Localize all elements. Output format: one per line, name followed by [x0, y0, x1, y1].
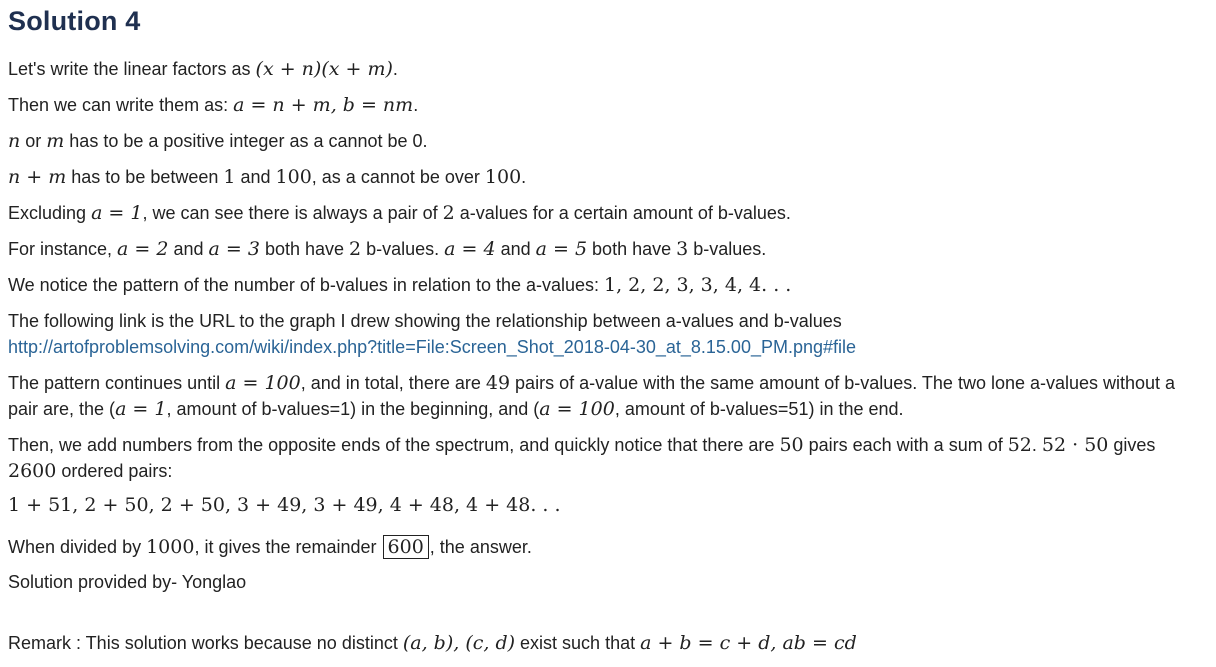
line-linear-factors [8, 56, 398, 82]
line-for-instance [8, 236, 766, 262]
text: pairs each with a sum of [803, 435, 1008, 455]
para-opposite-ends [8, 432, 1204, 484]
text: Then we can write them as: [8, 95, 234, 115]
text: both have [587, 239, 677, 259]
text: has to be between [66, 167, 224, 187]
para-pattern-continues [8, 370, 1204, 422]
line-link-intro [8, 308, 842, 334]
text: . [521, 167, 527, 187]
text: , and in total, there are [300, 373, 486, 393]
line-link [8, 334, 856, 360]
line-remainder [8, 534, 532, 560]
math: a = 3 [208, 238, 260, 260]
text: The following link is the URL to the graph I drew showing the relationship between a-values and b-values [8, 311, 842, 331]
text: both have [259, 239, 350, 259]
line-credit [8, 569, 246, 595]
text: and [235, 167, 276, 187]
math: 49 [485, 372, 511, 394]
text: or [20, 131, 47, 151]
text: b-values. [688, 239, 767, 259]
text: , amount of b-values=1) in the beginning, and ( [166, 399, 540, 419]
math: a = 1 [115, 398, 167, 420]
math: (a, b), (c, d) [402, 632, 516, 654]
boxed-answer: 600 [383, 535, 429, 559]
text: When divided by [8, 537, 147, 557]
text: , as a cannot be over [311, 167, 485, 187]
text: For instance, [8, 239, 118, 259]
text: Remark : This solution works because no distinct [8, 633, 403, 653]
line-excluding [8, 200, 791, 226]
text: Solution provided by- Yonglao [8, 572, 247, 592]
line-positive-integer [8, 128, 428, 154]
text: We notice the pattern of the number of b-values in relation to the a-values: [8, 275, 605, 295]
text: b-values. [361, 239, 445, 259]
text: has to be a positive integer as a cannot be 0. [64, 131, 428, 151]
text: ordered pairs: [56, 461, 173, 481]
text: gives [1108, 435, 1156, 455]
solution-heading: Solution 4 [8, 6, 141, 36]
math: a = 1 [91, 202, 143, 224]
line-sums [8, 492, 561, 518]
text: exist such that [515, 633, 641, 653]
math: 50 [779, 434, 804, 456]
text: , the answer. [429, 537, 532, 557]
text: and [495, 239, 536, 259]
math: (x + n)(x + m) [255, 58, 393, 80]
text: Excluding [8, 203, 92, 223]
text: pairs of a-value with the same amount of b-values. The two lone a-values without a pair are, the ( [8, 373, 1176, 419]
math: 100 [484, 166, 522, 188]
math: 100 [275, 166, 312, 188]
text: . [1031, 435, 1042, 455]
text: . [392, 59, 398, 79]
math: 1000 [146, 536, 195, 558]
math: a = 100 [225, 372, 301, 394]
math: a = n + m, b = nm [233, 94, 414, 116]
line-remark [8, 630, 857, 656]
math: 1 [223, 166, 236, 188]
line-pattern [8, 272, 791, 298]
text: a-values for a certain amount of b-values. [454, 203, 791, 223]
math: 2 [442, 202, 455, 224]
line-write-them [8, 92, 418, 118]
math: n [8, 130, 21, 152]
math: m [46, 130, 65, 152]
text: The pattern continues until [8, 373, 226, 393]
math: n + m [8, 166, 67, 188]
math: 52 · 50 [1041, 434, 1109, 456]
text: Then, we add numbers from the opposite ends of the spectrum, and quickly notice that there are [8, 435, 780, 455]
math: a = 4 [444, 238, 496, 260]
math: 1, 2, 2, 3, 3, 4, 4. . . [604, 274, 792, 296]
text: Let's write the linear factors as [8, 59, 256, 79]
line-between [8, 164, 526, 190]
graph-url-link[interactable]: http://artofproblemsolving.com/wiki/index.php?title=File:Screen_Shot_2018-04-30_at_8.15.00_PM.png#file [8, 337, 857, 357]
math: 52 [1007, 434, 1032, 456]
math: 1 + 51, 2 + 50, 2 + 50, 3 + 49, 3 + 49, 4 + 48, 4 + 48. . . [8, 494, 561, 516]
text: , we can see there is always a pair of [142, 203, 443, 223]
text: , it gives the remainder [194, 537, 382, 557]
math: 3 [676, 238, 689, 260]
math: a = 100 [539, 398, 615, 420]
math: a = 2 [117, 238, 169, 260]
text: . [413, 95, 419, 115]
math: a = 5 [535, 238, 588, 260]
text: , amount of b-values=51) in the end. [614, 399, 904, 419]
math: a + b = c + d, ab = cd [640, 632, 857, 654]
text: and [168, 239, 209, 259]
math: 2 [349, 238, 362, 260]
math: 2600 [8, 460, 57, 482]
